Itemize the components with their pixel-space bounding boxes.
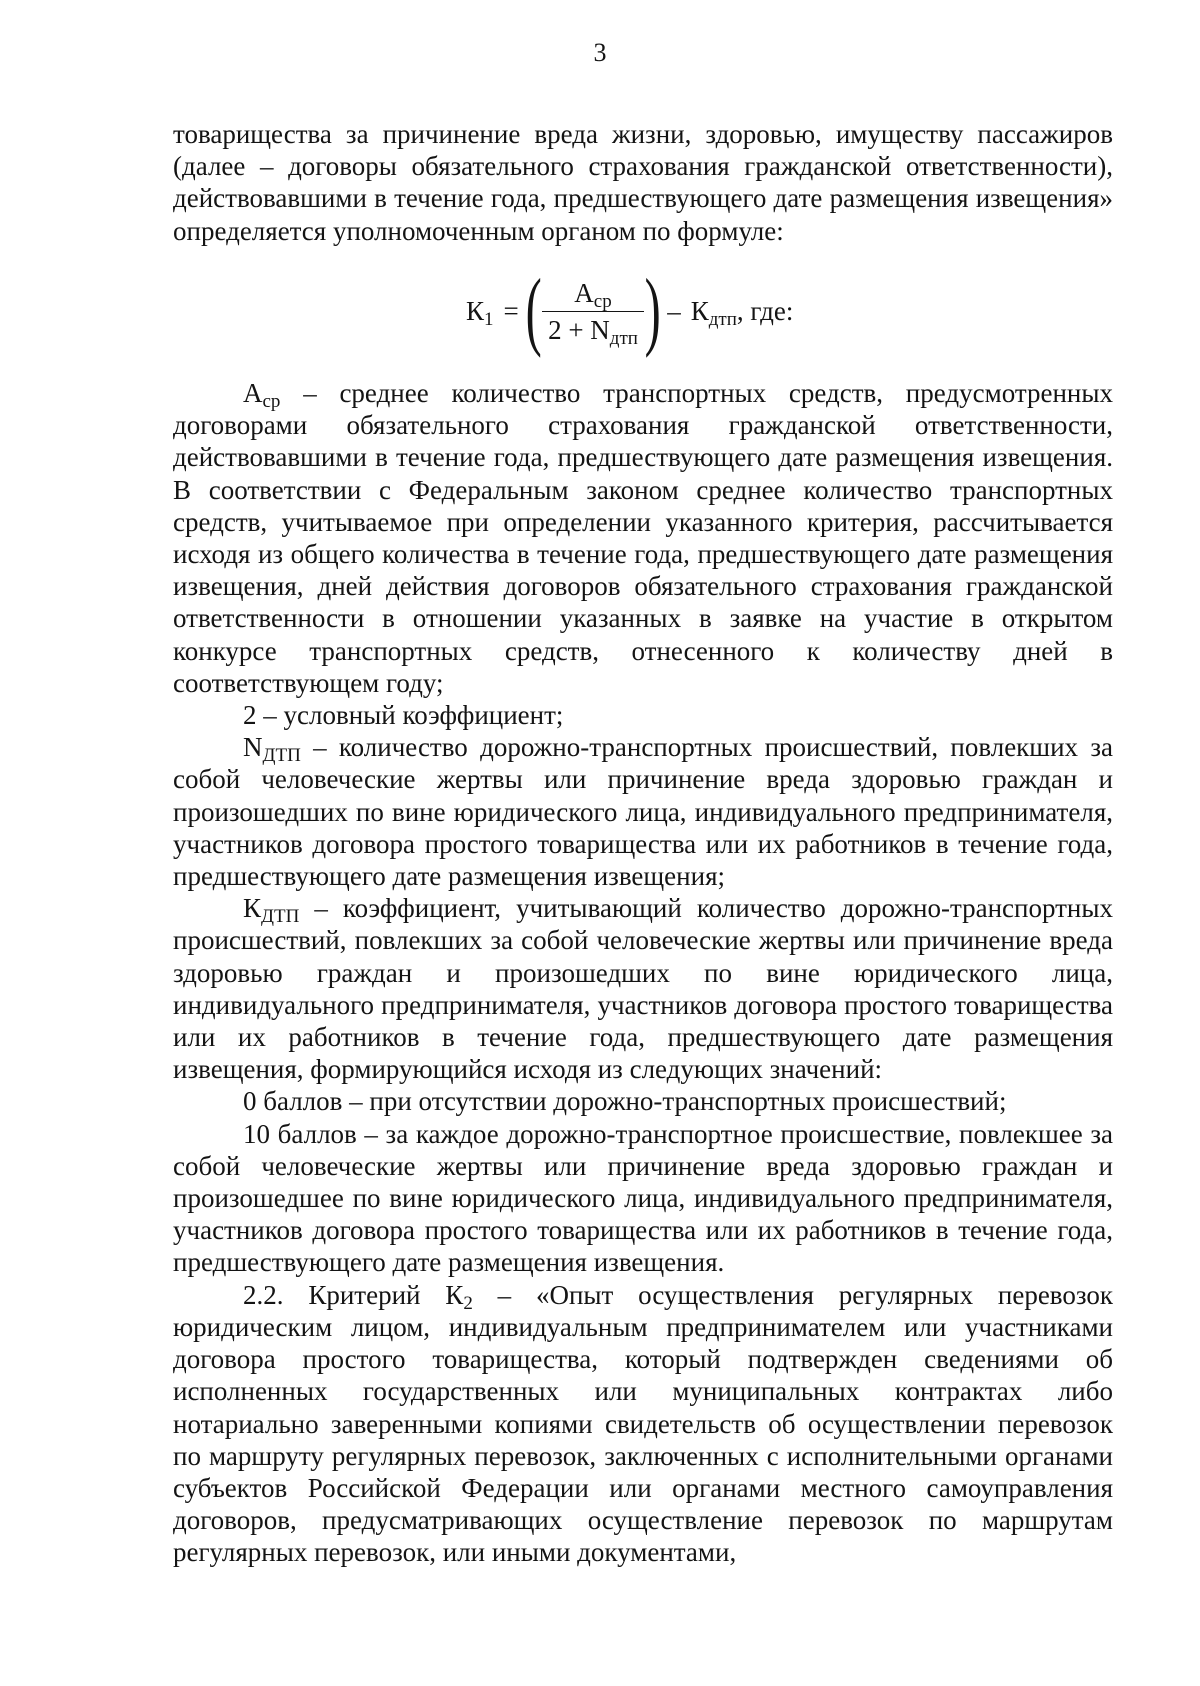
definition-k-dtp: $К_{ДТП}$ – коэффициент, учитывающий количество дорожно-транспортных происшествий, повлекших за собой человеческие жертвы или причинение вреда здоровью граждан и произошедших по вине юридического лица, индивидуального предпринимателя, участников договора простого товарищества или их работников в течение года, предшествующего дате размещения извещения, формирующийся исходя из следующих значений: <box>173 893 1113 1085</box>
formula-fraction <box>542 277 644 349</box>
formula-rhs: $К_{дтп}$ <box>690 295 737 330</box>
formula-k1 <box>466 262 794 359</box>
formula-denominator: $2 + N_{дтп}$ <box>548 314 638 349</box>
definition-a-sr: $А_{ср}$ – среднее количество транспортных средств, предусмотренных договорами обязательного страхования гражданской ответственности, действовавшими в течение года, предшествующего дате размещения извещения. В соответствии с Федеральным законом среднее количество транспортных средств, учитываемое при определении указанного критерия, рассчитывается исходя из общего количества в течение года, предшествующего дате размещения извещения, дней действия договоров обязательного страхования гражданской ответственности в отношении указанных в заявке на участие в открытом конкурсе транспортных средств, отнесенного к количеству дней в соответствующем году; <box>173 378 1113 698</box>
intro-paragraph: товарищества за причинение вреда жизни, здоровью, имуществу пассажиров (далее – договоры обязательного страхования гражданской ответственности), действовавшими в течение года, предшествующего дате размещения извещения» определяется уполномоченным органом по формуле: <box>173 119 1113 246</box>
criterion-k2-paragraph: 2.2. Критерий $К_2$ – «Опыт осуществления регулярных перевозок юридическим лицом, индивидуальным предпринимателем или участниками договора простого товарищества, который подтвержден сведениями об исполненных государственных или муниципальных контрактах либо нотариально заверенными копиями свидетельств об осуществлении перевозок по маршруту регулярных перевозок, заключенных с исполнительными органами субъектов Российской Федерации или органами местного самоуправления договоров, предусматривающих осуществление перевозок по маршрутам регулярных перевозок, или иными документами, <box>173 1279 1113 1568</box>
formula-minus: – <box>667 295 681 326</box>
formula-trailing: , где: <box>736 295 794 326</box>
formula-numerator: $А_{ср}$ <box>574 277 612 312</box>
value-zero-points: 0 баллов – при отсутствии дорожно-транспортных происшествий; <box>243 1086 1007 1117</box>
formula-close-paren: ) <box>644 262 661 359</box>
formula-lhs: $К_1$ <box>466 295 494 330</box>
formula-equals: = <box>503 295 519 326</box>
definition-n-dtp: $N_{ДТП}$ – количество дорожно-транспортных происшествий, повлекших за собой человеческие жертвы или причинение вреда здоровью граждан и произошедших по вине юридического лица, индивидуального предпринимателя, участников договора простого товарищества или их работников в течение года, предшествующего дате размещения извещения; <box>173 732 1113 892</box>
intro-block <box>173 118 1113 247</box>
definitions-block <box>173 377 1113 1569</box>
formula-open-paren: ( <box>525 262 542 359</box>
page-number: 3 <box>593 38 607 67</box>
value-ten-points: 10 баллов – за каждое дорожно-транспортное происшествие, повлекшее за собой человеческие жертвы или причинение вреда здоровью граждан и произошедшее по вине юридического лица, индивидуального предпринимателя, участников договора простого товарищества или их работников в течение года, предшествующего дате размещения извещения. <box>173 1118 1113 1278</box>
definition-conditional-coefficient: 2 – условный коэффициент; <box>243 700 564 731</box>
